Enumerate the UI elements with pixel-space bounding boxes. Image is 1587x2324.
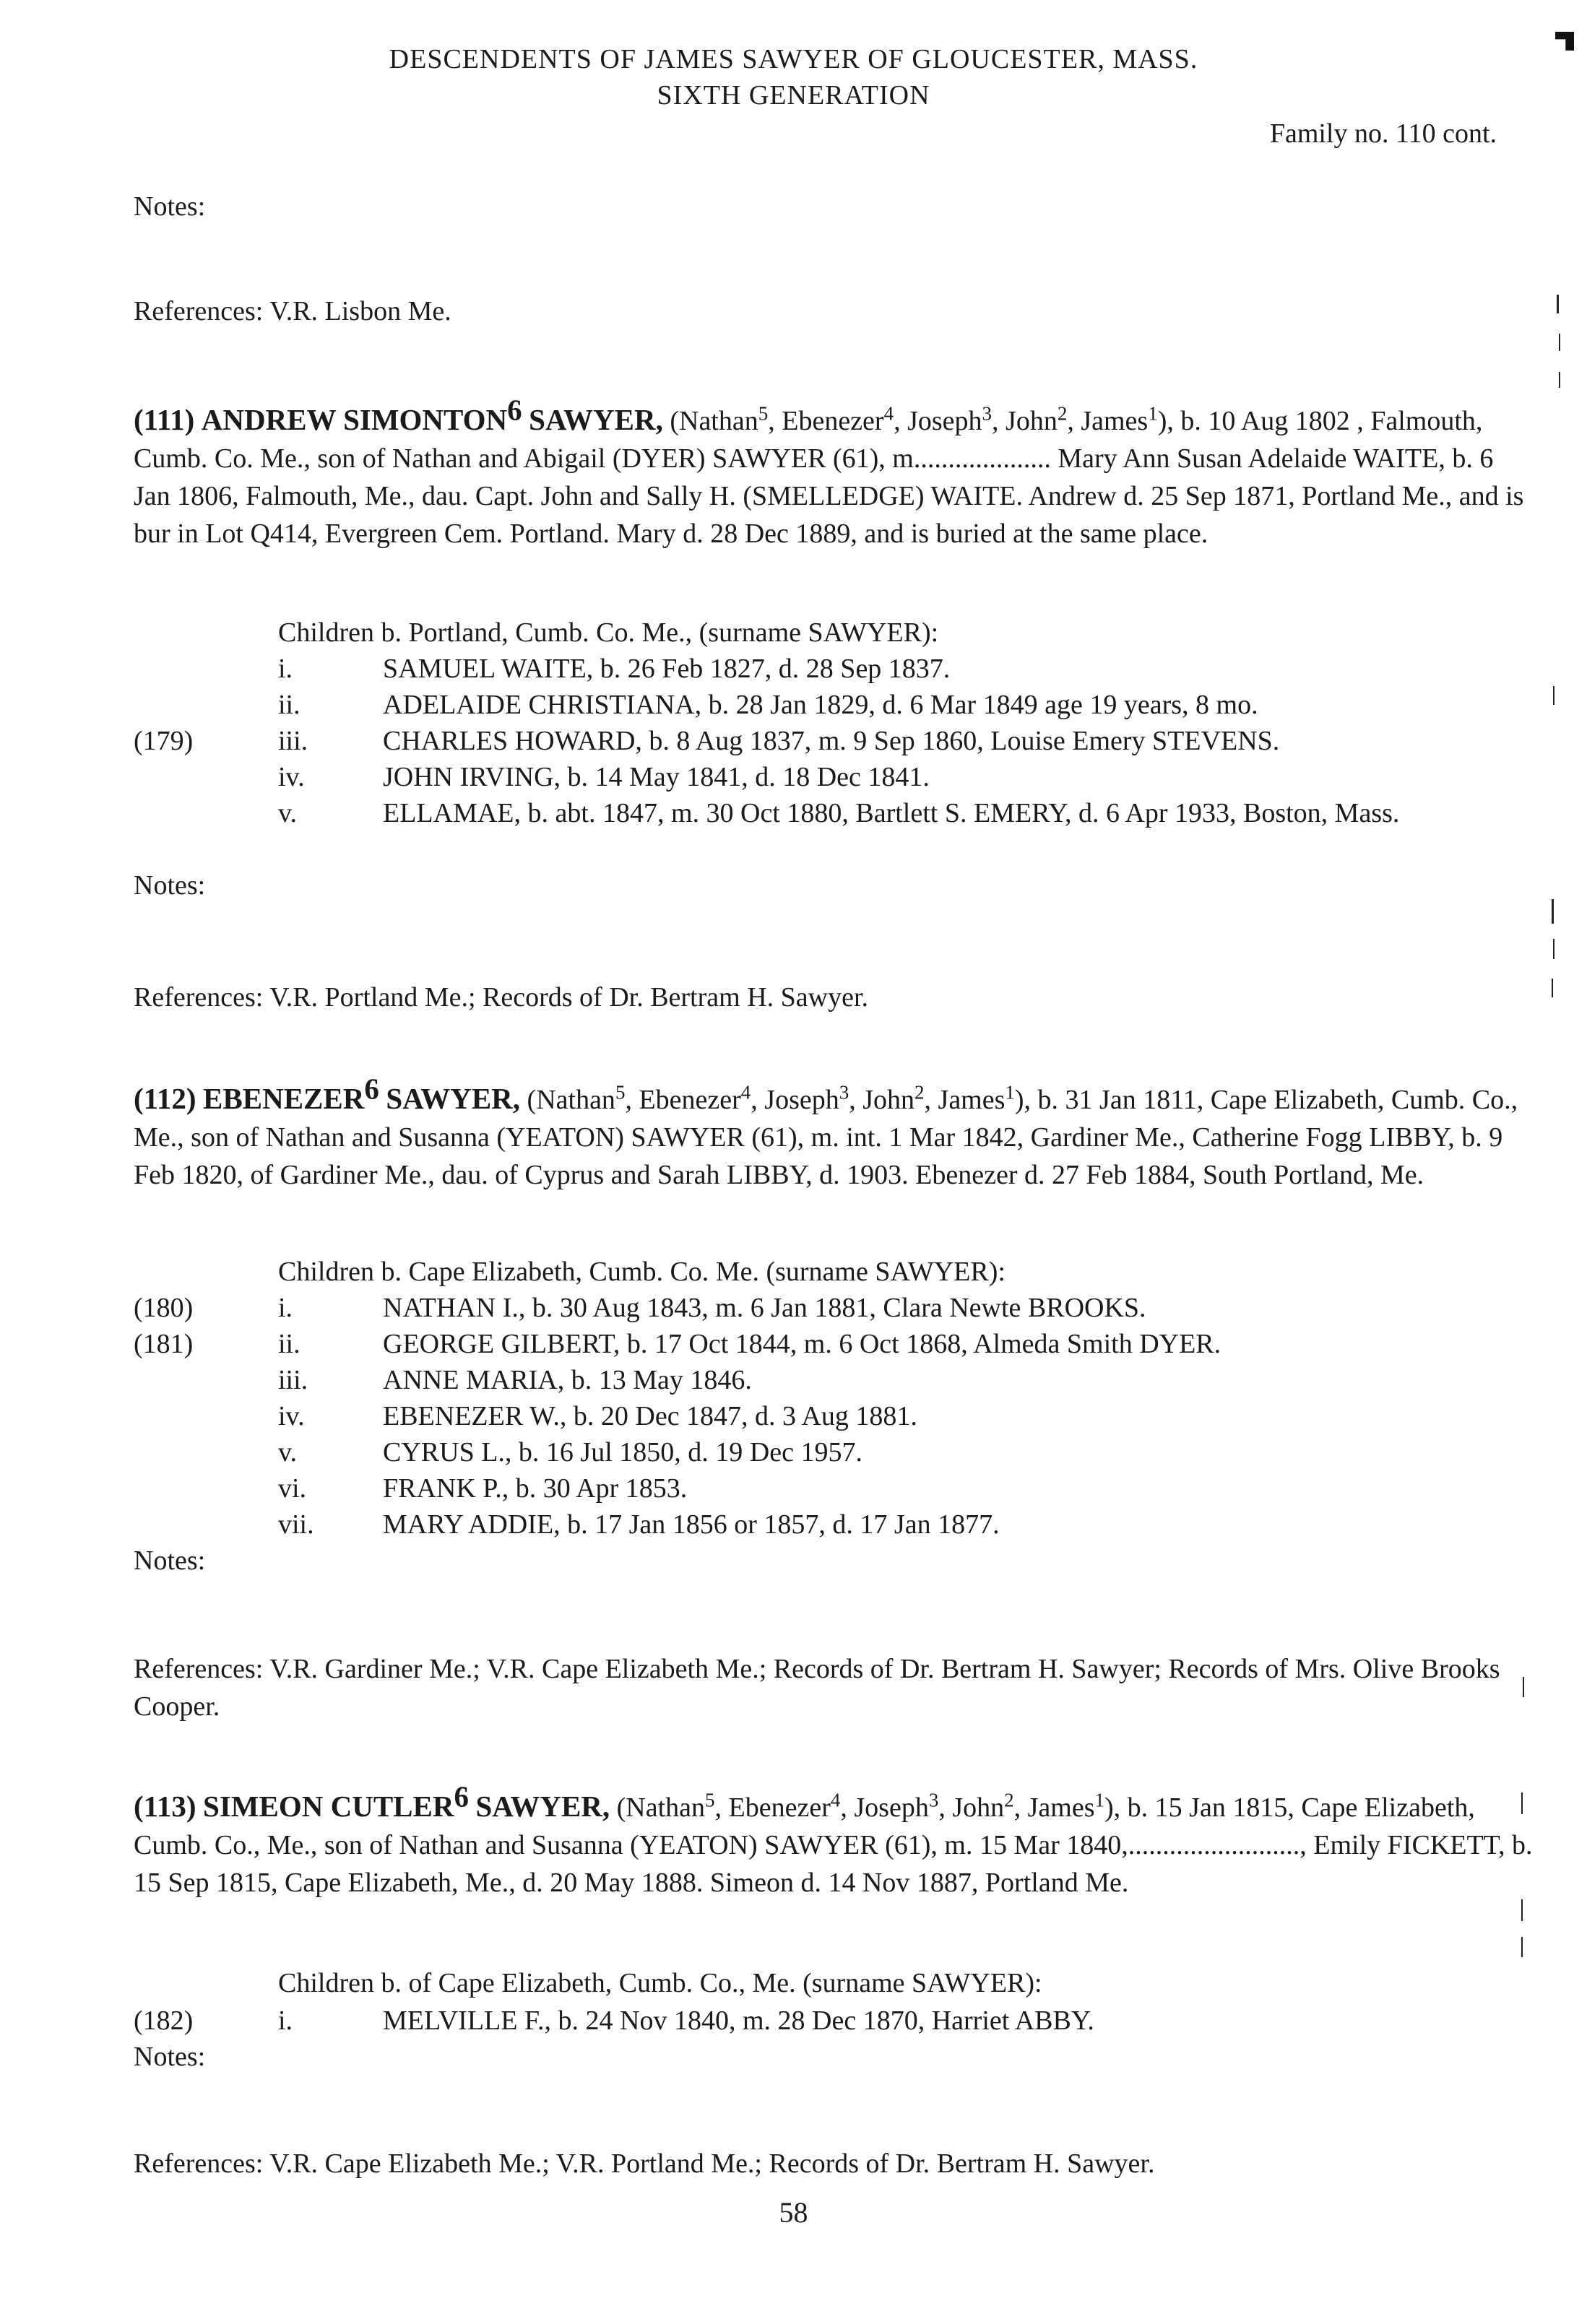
entry-text: ), b. 10 Aug 1802 , Falmouth, Cumb. Co. Me., son of Nathan and Abigail (DYER) SAWYER (61), m.................... Mary Ann Susan Adelaide WAITE, b. 6 Jan 1806, Falmouth, Me., dau. Capt. John and Sally H. (SMELLEDGE) WAITE. Andrew d. 25 Sep 1871, Portland Me., and is bur in Lot Q414, Evergreen Cem. Portland. Mary d. 28 Dec 1889, and is buried at the same place. (134, 406, 1524, 549)
page-number: 58 (779, 2196, 808, 2229)
scan-edge-mark (1557, 295, 1559, 313)
scan-edge-mark (1553, 939, 1554, 959)
child-text: MARY ADDIE, b. 17 Jan 1856 or 1857, d. 17 Jan 1877. (383, 1509, 1000, 1540)
references-line: References: V.R. Cape Elizabeth Me.; V.R. Portland Me.; Records of Dr. Bertram H. Sawyer. (134, 2149, 1155, 2179)
references-line: References: V.R. Portland Me.; Records of Dr. Bertram H. Sawyer. (134, 982, 869, 1013)
lineage: (Nathan$^5$, Ebenezer$^4$, Joseph$^3$, John$^2$, James$^1$ (527, 1081, 1015, 1115)
child-text: GEORGE GILBERT, b. 17 Oct 1844, m. 6 Oct 1868, Almeda Smith DYER. (383, 1329, 1221, 1359)
scan-edge-mark (1552, 979, 1553, 997)
entry-text: ), b. 31 Jan 1811, Cape Elizabeth, Cumb. Co., Me., son of Nathan and Susanna (YEATON) SAWYER (61), m. int. 1 Mar 1842, Gardiner Me., Catherine Fogg LIBBY, b. 9 Feb 1820, of Gardiner Me., dau. of Cyprus and Sarah LIBBY, d. 1903. Ebenezer d. 27 Feb 1884, South Portland, Me. (134, 1085, 1518, 1190)
child-row (0, 1289, 1587, 1327)
scan-edge-mark (1552, 899, 1554, 924)
child-row (0, 1470, 1587, 1507)
child-ref: (180) (134, 1293, 194, 1323)
child-number: iii. (278, 726, 308, 756)
child-text: EBENEZER W., b. 20 Dec 1847, d. 3 Aug 1881. (383, 1401, 917, 1431)
child-row (0, 1397, 1587, 1435)
child-text: NATHAN I., b. 30 Aug 1843, m. 6 Jan 1881, Clara Newte BROOKS. (383, 1293, 1146, 1323)
child-row (0, 1506, 1587, 1543)
entry-id: (113) (134, 1790, 196, 1823)
child-text: JOHN IRVING, b. 14 May 1841, d. 18 Dec 1841. (383, 762, 930, 792)
generation-number: 6 (454, 1779, 469, 1813)
child-text: MELVILLE F., b. 24 Nov 1840, m. 28 Dec 1870, Harriet ABBY. (383, 2006, 1094, 2036)
child-row (0, 686, 1587, 724)
child-text: ANNE MARIA, b. 13 May 1846. (383, 1365, 752, 1395)
scan-edge-mark (1521, 1792, 1523, 1814)
child-number: iv. (278, 762, 305, 792)
child-row (0, 794, 1587, 832)
person-name: SIMEON CUTLER (203, 1790, 454, 1823)
child-ref: (179) (134, 726, 194, 756)
child-number: v. (278, 798, 298, 828)
references-line: References: V.R. Lisbon Me. (134, 296, 451, 326)
entry-text: ), b. 15 Jan 1815, Cape Elizabeth, Cumb. Co., Me., son of Nathan and Susanna (YEATON) SAWYER (61), m. 15 Mar 1840,........................., Emily FICKETT, b. 15 Sep 1815, Cape Elizabeth, Me., d. 20 May 1888. Simeon d. 14 Nov 1887, Portland Me. (134, 1792, 1533, 1898)
children-intro: Children b. Portland, Cumb. Co. Me., (surname SAWYER): (278, 617, 939, 648)
child-number: ii. (278, 690, 300, 720)
child-row (0, 1361, 1587, 1399)
generation-number: 6 (507, 393, 522, 427)
scan-edge-mark (1559, 372, 1560, 388)
child-row (0, 1325, 1587, 1363)
child-number: vi. (278, 1473, 307, 1504)
child-number: v. (278, 1437, 298, 1467)
scan-edge-mark (1523, 1677, 1524, 1697)
scan-edge-mark (1553, 686, 1554, 705)
person-surname: SAWYER, (386, 1082, 521, 1115)
entry-113-paragraph (134, 1779, 1535, 1902)
document-title: DESCENDENTS OF JAMES SAWYER OF GLOUCESTER, MASS. (389, 44, 1198, 74)
lineage: (Nathan$^5$, Ebenezer$^4$, Joseph$^3$, John$^2$, James$^1$ (616, 1789, 1105, 1823)
child-row (0, 1434, 1587, 1471)
notes-label: Notes: (134, 2042, 206, 2072)
notes-label: Notes: (134, 870, 206, 901)
children-intro: Children b. of Cape Elizabeth, Cumb. Co., Me. (surname SAWYER): (278, 1968, 1042, 1998)
generation-number: 6 (364, 1072, 379, 1106)
scan-edge-mark (1559, 334, 1560, 351)
child-text: ELLAMAE, b. abt. 1847, m. 30 Oct 1880, Bartlett S. EMERY, d. 6 Apr 1933, Boston, Mass. (383, 798, 1400, 828)
child-number: vii. (278, 1509, 314, 1540)
child-number: i. (278, 1293, 293, 1323)
child-row (0, 2002, 1587, 2039)
entry-id: (112) (134, 1082, 196, 1115)
child-number: iv. (278, 1401, 305, 1431)
child-number: ii. (278, 1329, 300, 1359)
scan-edge-mark (1521, 1899, 1523, 1921)
child-text: CYRUS L., b. 16 Jul 1850, d. 19 Dec 1957. (383, 1437, 862, 1467)
person-surname: SAWYER, (475, 1790, 610, 1823)
child-text: FRANK P., b. 30 Apr 1853. (383, 1473, 688, 1504)
family-number: Family no. 110 cont. (1269, 118, 1497, 149)
notes-label: Notes: (134, 1545, 206, 1576)
entry-id: (111) (134, 403, 195, 436)
lineage: (Nathan$^5$, Ebenezer$^4$, Joseph$^3$, John$^2$, James$^1$ (670, 402, 1158, 436)
child-ref: (181) (134, 1329, 194, 1359)
child-number: iii. (278, 1365, 308, 1395)
notes-label: Notes: (134, 191, 206, 222)
person-name: EBENEZER (203, 1082, 365, 1115)
generation-subtitle: SIXTH GENERATION (657, 80, 930, 110)
entry-111-paragraph (134, 393, 1535, 552)
person-surname: SAWYER, (529, 403, 663, 436)
children-intro: Children b. Cape Elizabeth, Cumb. Co. Me. (surname SAWYER): (278, 1257, 1006, 1287)
child-ref: (182) (134, 2006, 194, 2036)
child-text: ADELAIDE CHRISTIANA, b. 28 Jan 1829, d. 6 Mar 1849 age 19 years, 8 mo. (383, 690, 1258, 720)
child-number: i. (278, 654, 293, 684)
entry-112-paragraph (134, 1072, 1535, 1194)
scan-edge-mark (1521, 1937, 1523, 1957)
child-text: CHARLES HOWARD, b. 8 Aug 1837, m. 9 Sep 1860, Louise Emery STEVENS. (383, 726, 1280, 756)
child-text: SAMUEL WAITE, b. 26 Feb 1827, d. 28 Sep 1837. (383, 654, 951, 684)
child-row (0, 722, 1587, 760)
references-line: References: V.R. Gardiner Me.; V.R. Cape Elizabeth Me.; Records of Dr. Bertram H. Sawyer; Records of Mrs. Olive Brooks Cooper. (134, 1654, 1500, 1722)
child-row (0, 650, 1587, 688)
child-row (0, 758, 1587, 796)
person-name: ANDREW SIMONTON (201, 403, 508, 436)
child-number: i. (278, 2006, 293, 2036)
